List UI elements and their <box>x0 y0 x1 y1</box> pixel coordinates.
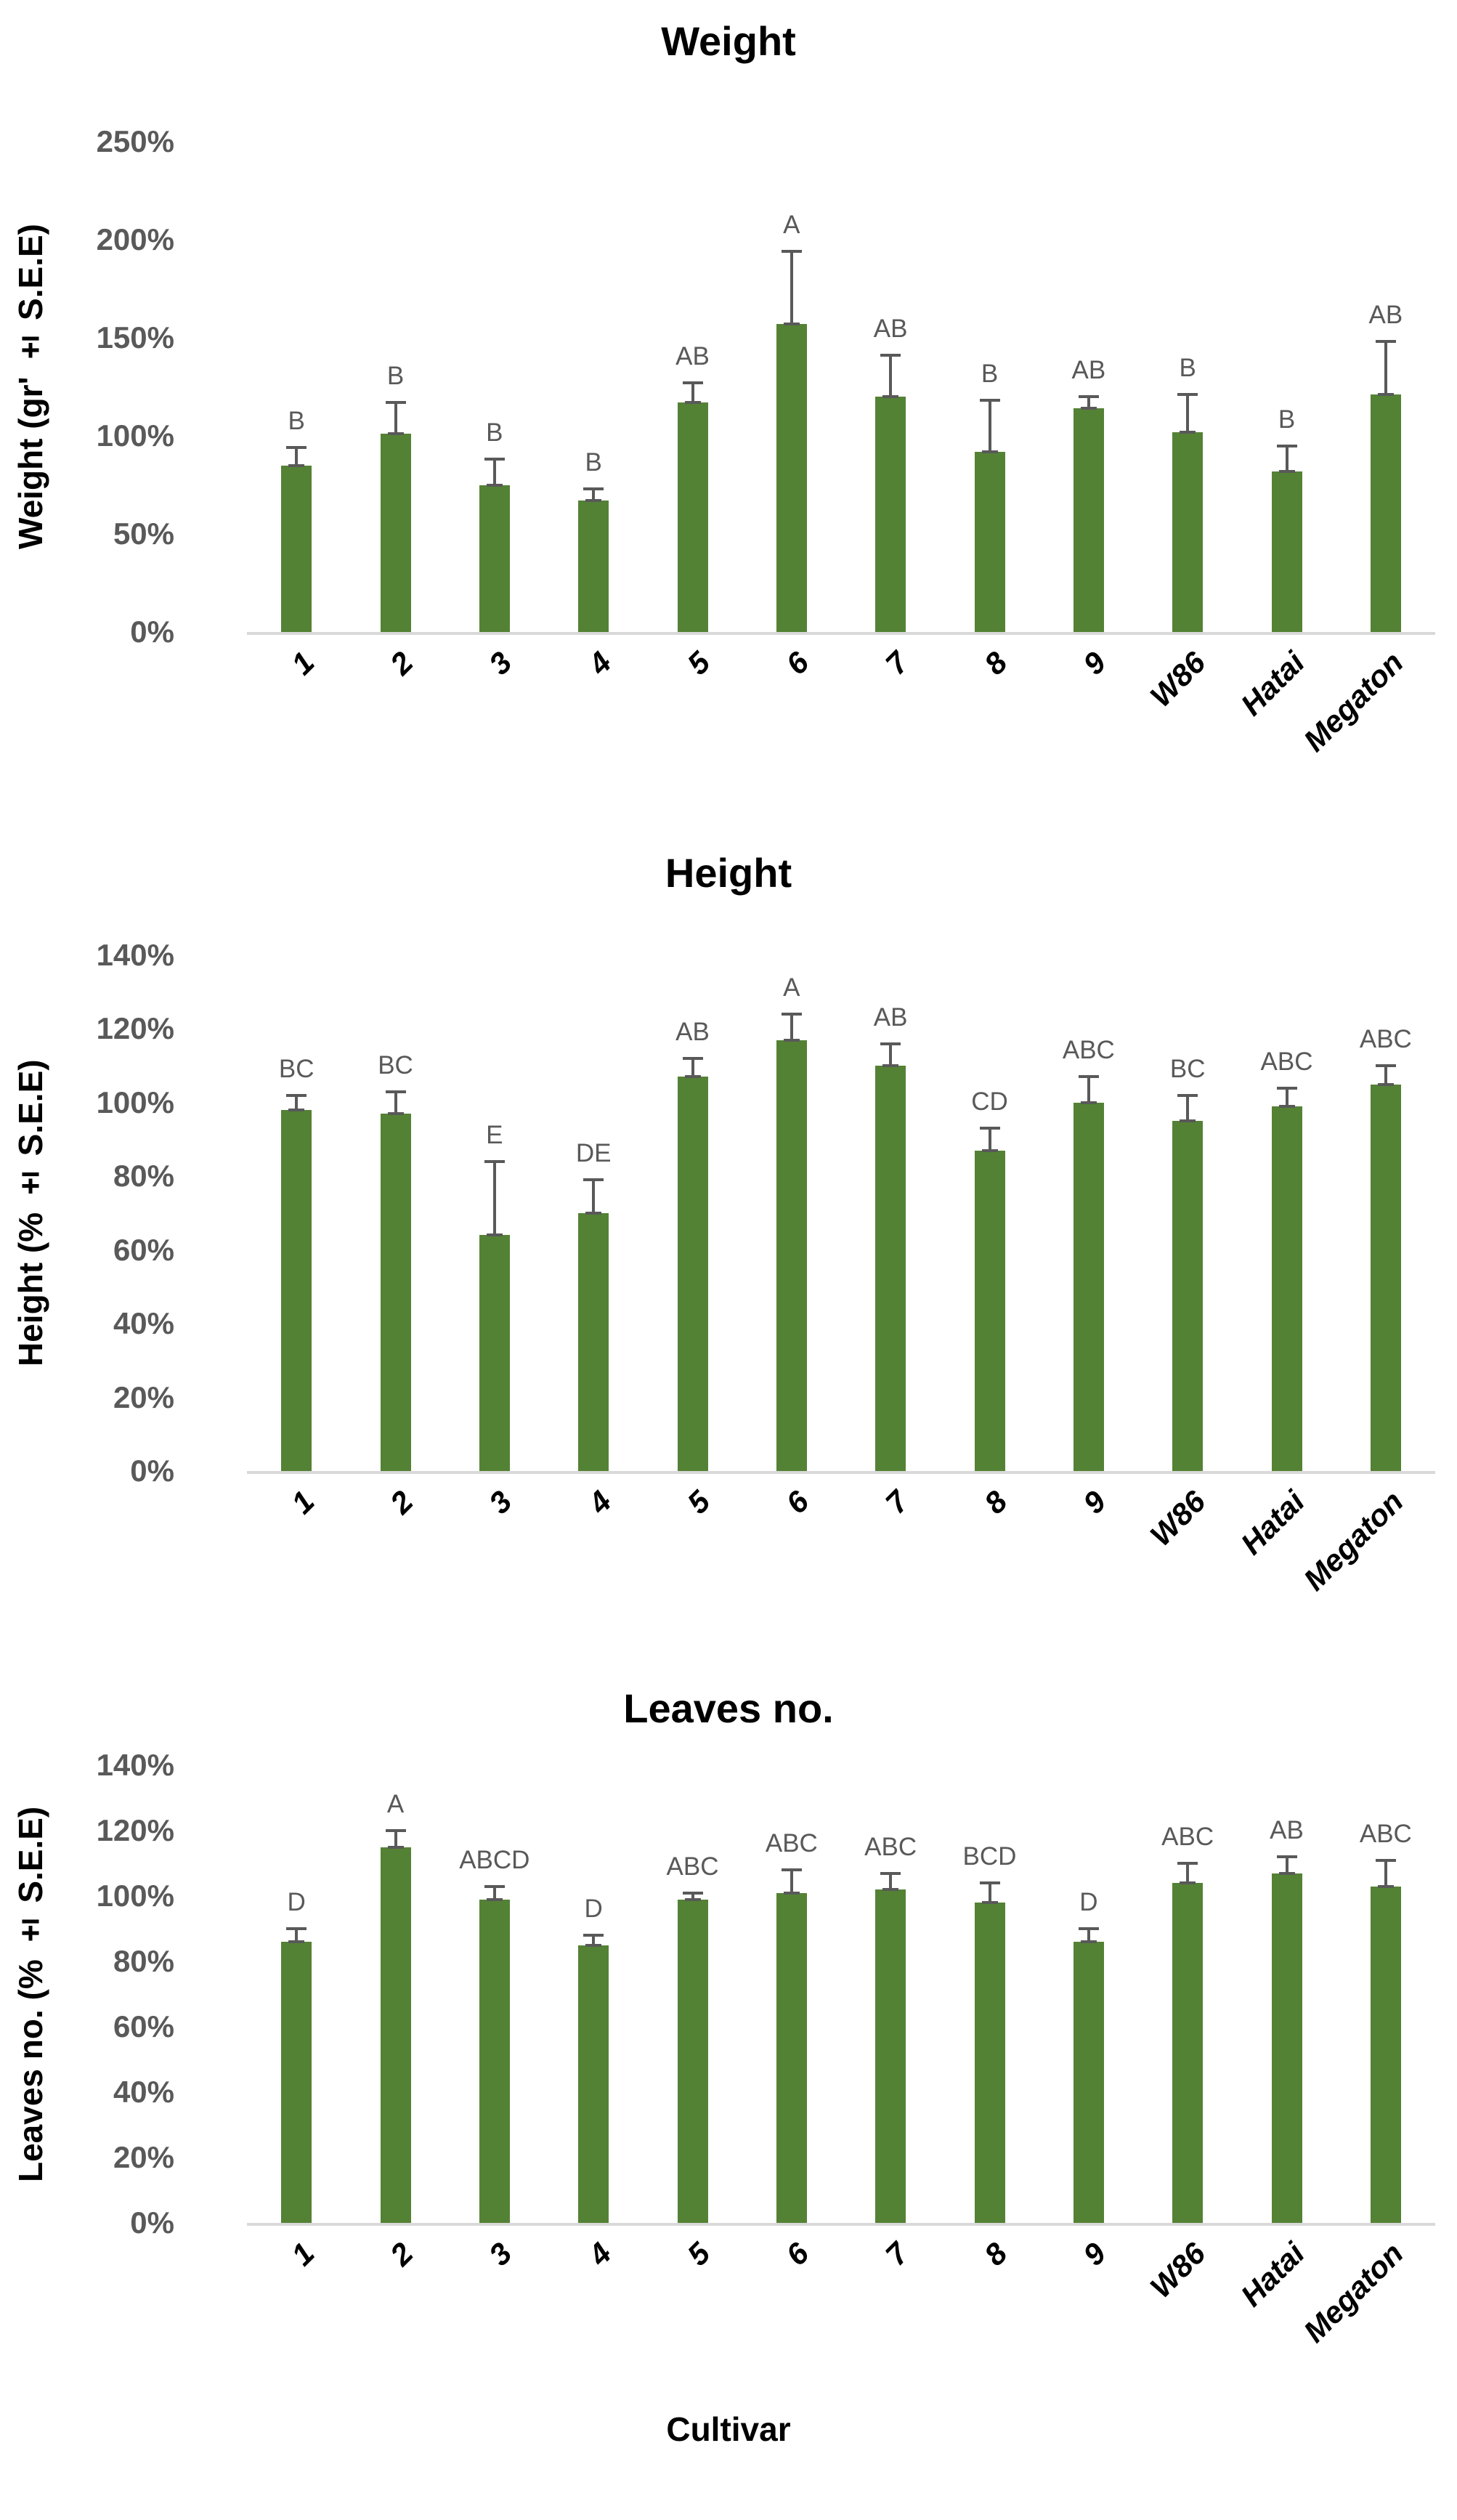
stat-letter: BC <box>278 1054 314 1083</box>
x-tick-label: 8 <box>977 1484 1014 1520</box>
stat-letter: ABC <box>1161 1823 1214 1851</box>
y-tick-label: 100% <box>96 418 174 453</box>
error-bar-top-cap <box>1376 1064 1396 1067</box>
x-tick-label: 6 <box>779 2236 816 2272</box>
bar <box>578 1945 609 2224</box>
x-tick-label: 6 <box>779 645 816 681</box>
error-bar-bottom-cap <box>784 1039 800 1042</box>
error-bar-bottom-cap <box>882 395 898 398</box>
bar <box>381 1114 411 1471</box>
error-bar-top-cap <box>484 1885 505 1888</box>
stat-letter: E <box>486 1121 503 1149</box>
bar <box>1371 1085 1401 1472</box>
y-tick-label: 100% <box>96 1879 174 1913</box>
bar <box>281 466 312 633</box>
stat-letter: D <box>287 1888 306 1916</box>
error-bar-top-cap <box>1277 445 1297 447</box>
error-bar-stem <box>295 447 298 465</box>
x-tick-label: W86 <box>1143 1484 1212 1553</box>
error-bar-stem <box>889 1044 892 1066</box>
bar <box>479 1235 510 1471</box>
x-tick-label: 9 <box>1076 2236 1113 2272</box>
bar <box>678 402 708 632</box>
error-bar-stem <box>1087 1077 1090 1103</box>
error-bar-stem <box>889 1873 892 1890</box>
bar <box>678 1900 708 2224</box>
stat-letter: B <box>288 407 305 436</box>
y-tick-label: 50% <box>113 516 174 551</box>
error-bar-bottom-cap <box>288 1940 304 1943</box>
stat-letter: B <box>981 360 999 389</box>
error-bar-top-cap <box>583 1178 604 1181</box>
error-bar-stem <box>691 383 694 402</box>
y-tick-label: 20% <box>113 1379 174 1414</box>
x-tick-label: 3 <box>482 645 519 681</box>
error-bar-top-cap <box>980 399 1000 402</box>
error-bar-top-cap <box>880 1872 901 1875</box>
bar <box>776 324 807 632</box>
y-tick-label: 150% <box>96 320 174 354</box>
bar <box>678 1077 708 1471</box>
y-tick-label: 40% <box>113 2075 174 2109</box>
error-bar-bottom-cap <box>784 323 800 325</box>
error-bar-top-cap <box>782 250 802 253</box>
y-tick-label: 120% <box>96 1011 174 1046</box>
bar <box>776 1893 807 2224</box>
y-tick-label: 0% <box>130 2205 174 2240</box>
bar <box>578 1213 609 1471</box>
x-axis-labels <box>247 635 1435 831</box>
stat-letter: A <box>783 973 800 1002</box>
bar <box>281 1110 312 1471</box>
error-bar-bottom-cap <box>388 432 404 435</box>
x-tick-label: Hatai <box>1233 645 1311 722</box>
error-bar-top-cap <box>683 381 703 384</box>
y-tick-label: 100% <box>96 1085 174 1119</box>
x-axis-title: Cultivar <box>666 2410 791 2448</box>
error-bar-bottom-cap <box>982 1901 998 1904</box>
error-bar-top-cap <box>386 401 406 404</box>
x-tick-label: Megaton <box>1296 1484 1411 1597</box>
error-bar-top-cap <box>1079 395 1099 398</box>
height-chart <box>0 832 1457 1667</box>
error-bar-stem <box>989 1883 991 1903</box>
y-tick-label: 40% <box>113 1306 174 1341</box>
x-axis-labels <box>247 2226 1435 2407</box>
bar <box>479 1900 510 2224</box>
stat-letter: ABC <box>1062 1036 1115 1065</box>
x-tick-label: Hatai <box>1233 2236 1311 2313</box>
x-tick-label: 7 <box>878 1484 915 1520</box>
error-bar-stem <box>989 1128 991 1150</box>
y-tick-label: 0% <box>130 615 174 649</box>
error-bar-top-cap <box>484 1160 505 1163</box>
x-tick-label: 1 <box>284 1484 321 1520</box>
error-bar-stem <box>1384 1860 1387 1887</box>
bar <box>975 1903 1005 2223</box>
y-tick-label: 200% <box>96 222 174 256</box>
stat-letter: AB <box>873 1002 908 1032</box>
bar <box>1074 408 1104 632</box>
error-bar-bottom-cap <box>1180 1119 1196 1122</box>
error-bar-stem <box>691 1058 694 1077</box>
bar <box>1172 432 1203 632</box>
error-bar-top-cap <box>683 1892 703 1895</box>
error-bar-bottom-cap <box>1279 1872 1295 1875</box>
y-axis-ticks <box>61 938 182 1488</box>
height-y-axis-title: Height (% ± S.E.E) <box>12 1059 49 1367</box>
bar <box>578 501 609 632</box>
stat-letter: B <box>486 418 503 447</box>
error-bar-top-cap <box>782 1013 802 1016</box>
error-bar-top-cap <box>880 354 901 357</box>
x-tick-label: 4 <box>581 1484 618 1520</box>
error-bar-stem <box>790 1870 793 1893</box>
y-axis-ticks <box>61 1748 182 2240</box>
bar <box>1074 1103 1104 1471</box>
stat-letter: DE <box>575 1139 612 1168</box>
error-bar-bottom-cap <box>882 1064 898 1067</box>
error-bar-bottom-cap <box>1180 1881 1196 1884</box>
stat-letter: AB <box>675 1018 710 1046</box>
error-bar-bottom-cap <box>1378 1083 1394 1086</box>
error-bar-top-cap <box>1277 1855 1297 1858</box>
stat-letter: AB <box>1071 356 1106 384</box>
x-tick-label: 2 <box>383 2236 420 2272</box>
error-bar-bottom-cap <box>1378 1885 1394 1888</box>
x-tick-label: Megaton <box>1296 645 1411 758</box>
error-bar-top-cap <box>1177 1862 1198 1865</box>
bar <box>1371 1887 1401 2224</box>
error-bar-bottom-cap <box>487 484 503 487</box>
bar <box>281 1942 312 2223</box>
stat-letter: B <box>1179 354 1196 383</box>
x-tick-label: 5 <box>680 2236 717 2272</box>
bar <box>875 1066 906 1471</box>
error-bar-bottom-cap <box>487 1233 503 1236</box>
x-tick-label: 9 <box>1076 1484 1113 1520</box>
x-tick-label: 4 <box>581 2236 618 2272</box>
stat-letter: B <box>1278 405 1296 434</box>
error-bar-top-cap <box>286 446 307 449</box>
error-bar-top-cap <box>1277 1087 1297 1090</box>
stat-letter: ABC <box>765 1829 818 1857</box>
error-bar-stem <box>1286 446 1288 471</box>
bar <box>975 452 1005 632</box>
x-tick-label: 2 <box>383 645 420 681</box>
error-bar-bottom-cap <box>585 499 601 502</box>
error-bar-stem <box>889 355 892 397</box>
leaves-chart-title: Leaves no. <box>623 1685 834 1731</box>
error-bar-bottom-cap <box>487 1898 503 1901</box>
error-bar-top-cap <box>1079 1927 1099 1930</box>
x-tick-label: Hatai <box>1233 1484 1311 1561</box>
stat-letter: BC <box>378 1050 413 1079</box>
stat-letter: ABCD <box>459 1845 530 1874</box>
error-bar-bottom-cap <box>784 1892 800 1895</box>
x-tick-label: 6 <box>779 1484 816 1520</box>
error-bar-bottom-cap <box>388 1112 404 1115</box>
y-tick-label: 0% <box>130 1454 174 1488</box>
stat-letter: AB <box>873 315 908 344</box>
stat-letter: ABC <box>1359 1819 1412 1848</box>
stat-letter: B <box>585 447 602 477</box>
bar <box>479 485 510 633</box>
stat-letter: CD <box>971 1087 1008 1117</box>
x-tick-label: 2 <box>383 1484 420 1520</box>
error-bar-stem <box>989 400 991 451</box>
bar <box>1371 394 1401 632</box>
y-tick-label: 60% <box>113 2009 174 2043</box>
error-bar-bottom-cap <box>1081 1101 1097 1104</box>
y-tick-label: 140% <box>96 1748 174 1782</box>
weight-y-axis-title: Weight (gr' ± S.E.E) <box>12 224 49 550</box>
bar <box>875 1889 906 2223</box>
error-bar-stem <box>394 1831 397 1847</box>
y-tick-label: 20% <box>113 2140 174 2174</box>
error-bar-bottom-cap <box>882 1888 898 1891</box>
bar <box>1172 1883 1203 2223</box>
error-bar-stem <box>1186 394 1189 432</box>
y-tick-label: 120% <box>96 1813 174 1847</box>
height-chart-title: Height <box>665 850 792 896</box>
stat-letter: ABC <box>1260 1047 1313 1076</box>
bar <box>1074 1942 1104 2223</box>
bar <box>975 1151 1005 1471</box>
error-bar-bottom-cap <box>685 401 701 404</box>
x-tick-label: 4 <box>581 645 618 681</box>
error-bar-bottom-cap <box>685 1075 701 1078</box>
x-tick-label: 5 <box>680 645 717 681</box>
bar <box>1272 1106 1302 1471</box>
x-tick-label: 1 <box>284 2236 321 2272</box>
error-bar-top-cap <box>583 1934 604 1937</box>
error-bar-bottom-cap <box>1279 1105 1295 1108</box>
x-tick-label: 8 <box>977 2236 1014 2272</box>
stat-letter: ABC <box>864 1832 917 1861</box>
error-bar-bottom-cap <box>982 450 998 453</box>
error-bar-top-cap <box>782 1868 802 1871</box>
plot-area <box>247 955 1435 1474</box>
x-tick-label: 1 <box>284 645 321 681</box>
error-bar-stem <box>1186 1095 1189 1122</box>
error-bar-stem <box>493 459 496 485</box>
x-tick-label: Megaton <box>1296 2236 1411 2349</box>
bar <box>875 397 906 632</box>
error-bar-bottom-cap <box>1081 1940 1097 1943</box>
error-bar-stem <box>1286 1088 1288 1106</box>
x-axis-labels <box>247 1474 1435 1666</box>
error-bar-stem <box>790 251 793 324</box>
error-bar-bottom-cap <box>1279 470 1295 473</box>
stat-letter: AB <box>1270 1816 1304 1844</box>
error-bar-top-cap <box>980 1127 1000 1130</box>
y-axis-ticks <box>61 124 182 649</box>
error-bar-bottom-cap <box>288 1109 304 1111</box>
error-bar-stem <box>592 1180 595 1213</box>
stat-letter: BCD <box>962 1842 1017 1871</box>
x-tick-label: 3 <box>482 1484 519 1520</box>
stat-letter: A <box>783 211 800 240</box>
y-tick-label: 80% <box>113 1944 174 1978</box>
bar <box>381 434 411 632</box>
error-bar-bottom-cap <box>685 1898 701 1901</box>
error-bar-bottom-cap <box>982 1149 998 1152</box>
error-bar-bottom-cap <box>388 1846 404 1849</box>
error-bar-bottom-cap <box>1180 431 1196 434</box>
error-bar-top-cap <box>286 1927 307 1930</box>
error-bar-stem <box>1186 1863 1189 1883</box>
x-tick-label: W86 <box>1143 2236 1212 2305</box>
stat-letter: B <box>386 362 405 391</box>
error-bar-top-cap <box>683 1057 703 1060</box>
plot-area <box>247 142 1435 635</box>
error-bar-stem <box>1286 1857 1288 1873</box>
error-bar-bottom-cap <box>585 1944 601 1947</box>
error-bar-top-cap <box>980 1881 1000 1884</box>
error-bar-stem <box>394 1092 397 1114</box>
x-tick-label: 9 <box>1076 645 1113 681</box>
x-tick-label: W86 <box>1143 645 1212 714</box>
stat-letter: A <box>386 1790 405 1818</box>
error-bar-top-cap <box>583 487 604 490</box>
error-bar-bottom-cap <box>1378 393 1394 396</box>
y-tick-label: 80% <box>113 1159 174 1194</box>
error-bar-top-cap <box>880 1042 901 1045</box>
weight-chart-title: Weight <box>661 18 796 64</box>
error-bar-top-cap <box>286 1094 307 1097</box>
x-tick-label: 5 <box>680 1484 717 1520</box>
x-tick-label: 7 <box>878 2236 915 2272</box>
stat-letter: AB <box>675 342 710 371</box>
stat-letter: BC <box>1169 1054 1206 1083</box>
weight-chart <box>0 0 1457 832</box>
error-bar-top-cap <box>1177 1094 1198 1097</box>
error-bar-top-cap <box>1376 340 1396 343</box>
stat-letter: D <box>584 1895 603 1923</box>
error-bar-top-cap <box>1376 1859 1396 1862</box>
leaves-y-axis-title: Leaves no. (% ± S.E.E) <box>12 1806 49 2182</box>
bar <box>381 1847 411 2224</box>
y-tick-label: 140% <box>96 938 174 972</box>
stat-letter: AB <box>1368 301 1403 330</box>
error-bar-stem <box>295 1095 298 1110</box>
error-bar-stem <box>790 1014 793 1040</box>
x-tick-label: 8 <box>977 645 1014 681</box>
stat-letter: ABC <box>1359 1025 1412 1054</box>
bar <box>1272 471 1302 632</box>
error-bar-top-cap <box>386 1829 406 1832</box>
bar <box>776 1040 807 1471</box>
error-bar-bottom-cap <box>1081 407 1097 410</box>
bar <box>1272 1873 1302 2224</box>
y-tick-label: 60% <box>113 1232 174 1267</box>
error-bar-stem <box>1384 341 1387 394</box>
plot-area <box>247 1765 1435 2226</box>
bar <box>1172 1121 1203 1471</box>
error-bar-bottom-cap <box>288 464 304 467</box>
x-tick-label: 7 <box>878 645 915 681</box>
error-bar-bottom-cap <box>585 1212 601 1215</box>
error-bar-stem <box>493 1162 496 1235</box>
error-bar-stem <box>394 402 397 434</box>
error-bar-top-cap <box>484 458 505 461</box>
stat-letter: D <box>1079 1888 1098 1916</box>
stat-letter: ABC <box>666 1852 719 1881</box>
x-tick-label: 3 <box>482 2236 519 2272</box>
error-bar-top-cap <box>1177 393 1198 396</box>
error-bar-top-cap <box>1079 1075 1099 1078</box>
leaves-chart <box>0 1667 1457 2520</box>
y-tick-label: 250% <box>96 124 174 158</box>
error-bar-stem <box>1384 1066 1387 1084</box>
error-bar-top-cap <box>386 1090 406 1093</box>
